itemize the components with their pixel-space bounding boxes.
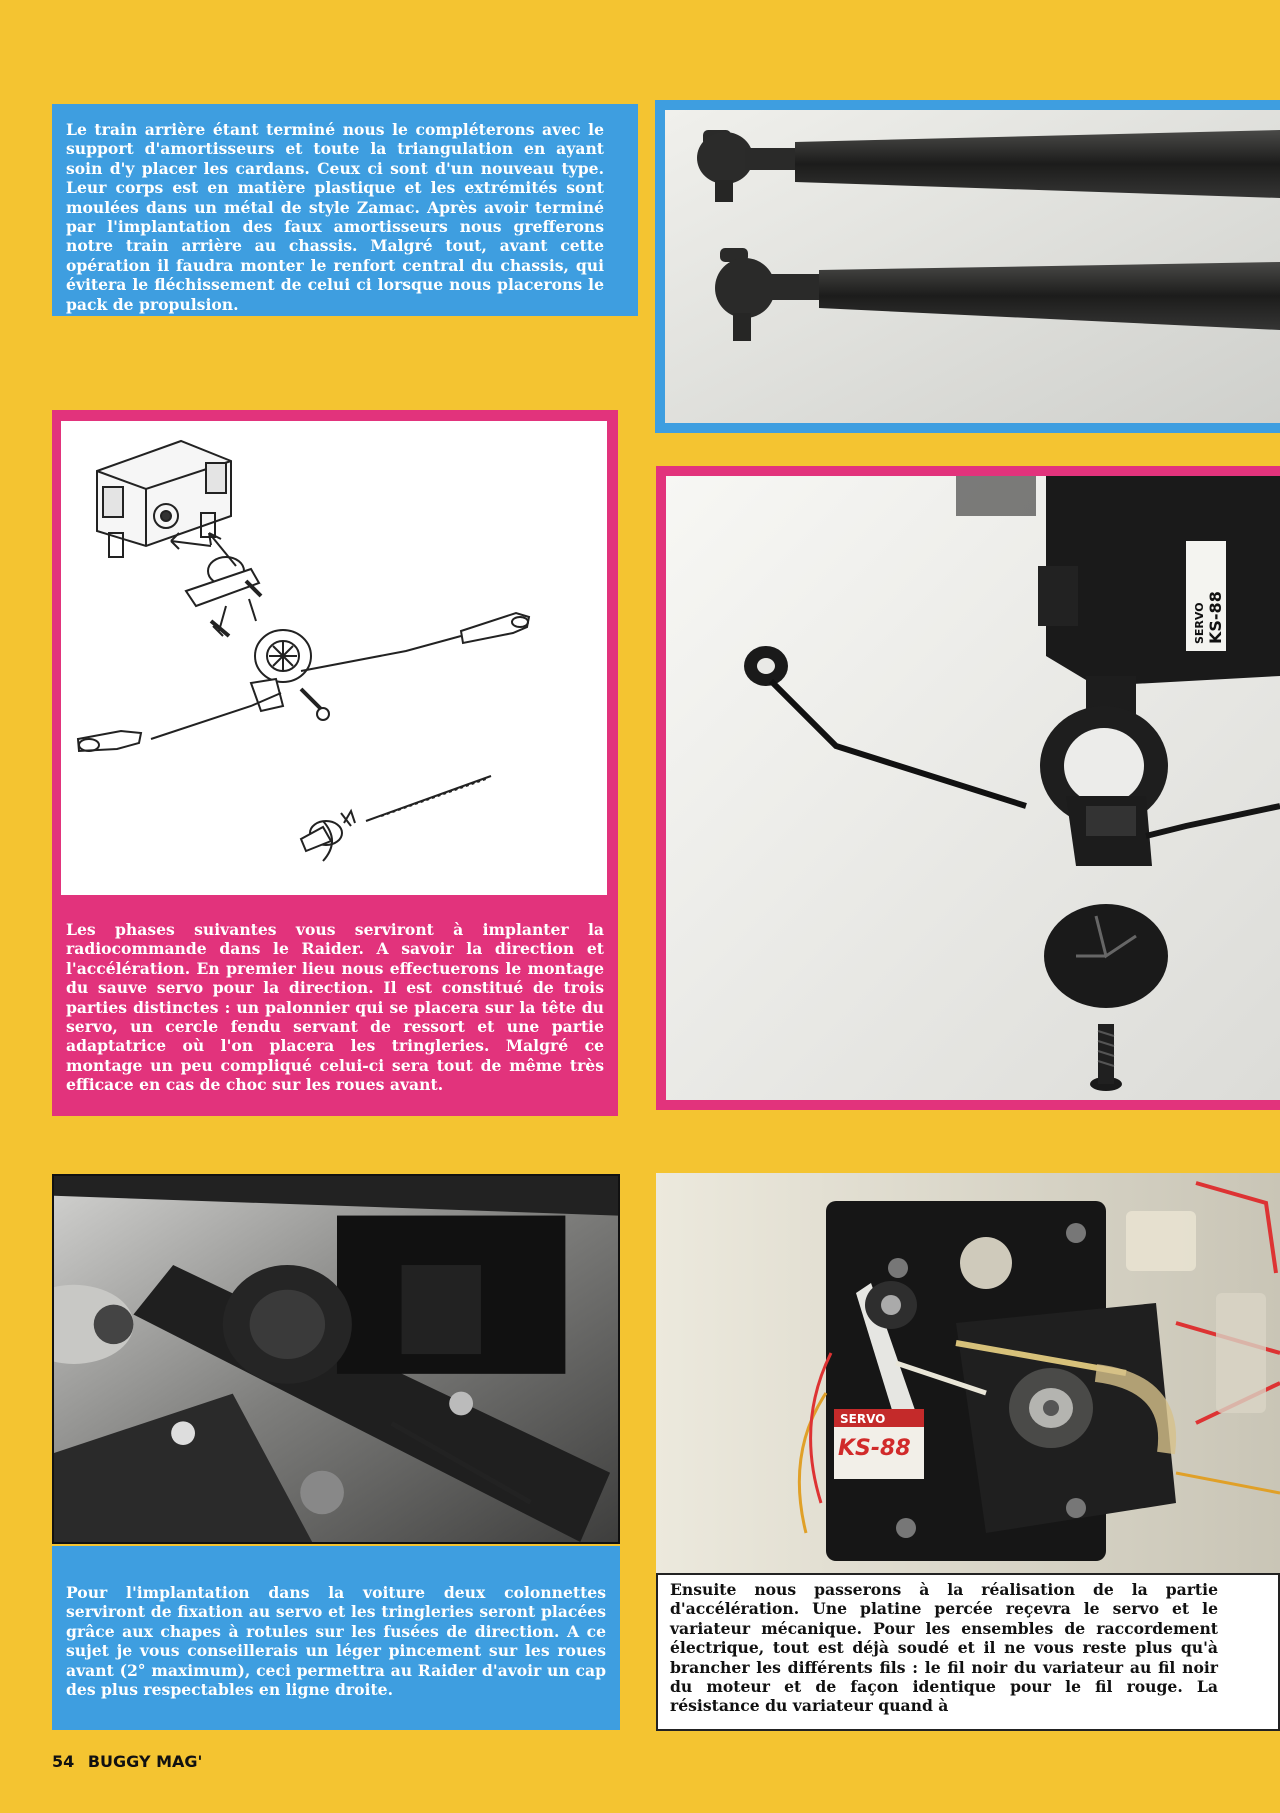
tie-rods-drawing [78, 613, 529, 751]
acceleration-text: Ensuite nous passerons à la réalisation de la partie d'accélération. Une platine percée reçevra le servo et le variateur mécanique. Pour les ensembles de raccordement électrique, tout est déjà soudé et il ne vous reste plus qu'à brancher les différents fils : le fil noir du variateur au fil noir du moteur et de façon identique pour le fil rouge. La résistance du variateur quand à [670, 1580, 1218, 1716]
ball-joint-drawing [301, 776, 491, 861]
page-number: 54 [52, 1752, 75, 1771]
photo-servo-model: KS-88 [838, 1436, 911, 1461]
servo-saver-parts-drawing [171, 533, 311, 711]
installation-text: Pour l'implantation dans la voiture deux colonnettes serviront de fixation au servo et les tringleries seront placées grâce aux chapes à rotules sur les fusées de direction. A ce sujet je vous conseillerais un léger pincement sur les roues avant (2° maximum), ceci permettra au Raider d'avoir un cap des plus respectables en ligne droite. [66, 1583, 606, 1700]
servo-brand-label: SERVO [1193, 602, 1206, 644]
radio-phases-text: Les phases suivantes vous serviront à implanter la radiocommande dans le Raider. A savoir la direction et l'accélération. En premier lieu nous effectuerons le montage du sauve servo pour la direction. Il est constitué de trois parties distinctes : un palonnier qui se placera sur la tête du servo, un cercle fendu servant de ressort et une partie adaptatrice où l'on placera les tringleries. Malgré ce montage un peu compliqué celui-ci sera tout de même très efficace en cas de choc sur les roues avant. [66, 920, 604, 1095]
servo-model-label: KS-88 [1206, 591, 1225, 644]
servo-horn-photo [1044, 904, 1168, 1008]
acceleration-servo-photo [656, 1173, 1280, 1573]
chassis-servo-photo [52, 1174, 620, 1544]
servo-saver-photo [666, 476, 1280, 1100]
rear-train-text: Le train arrière étant terminé nous le compléterons avec le support d'amortisseurs et toute la triangulation en ayant soin d'y placer les cardans. Ceux ci sont d'un nouveau type. Leur corps est en matière plastique et les extrémités sont moulées dans un métal de style Zamac. Après avoir terminé par l'implantation des faux amortisseurs nous grefferons notre train arrière au chassis. Malgré tout, avant cette opération il faudra monter le renfort central du chassis, qui évitera le fléchissement de celui ci lorsque nous placerons le pack de propulsion. [66, 120, 604, 314]
cardan-photo [665, 110, 1280, 423]
page-footer [52, 1752, 352, 1776]
photo-servo-brand: SERVO [840, 1412, 886, 1426]
magazine-name: BUGGY MAG' [87, 1752, 203, 1771]
saver-servo-diagram [61, 421, 607, 895]
ks88-label-photo [834, 1409, 924, 1479]
